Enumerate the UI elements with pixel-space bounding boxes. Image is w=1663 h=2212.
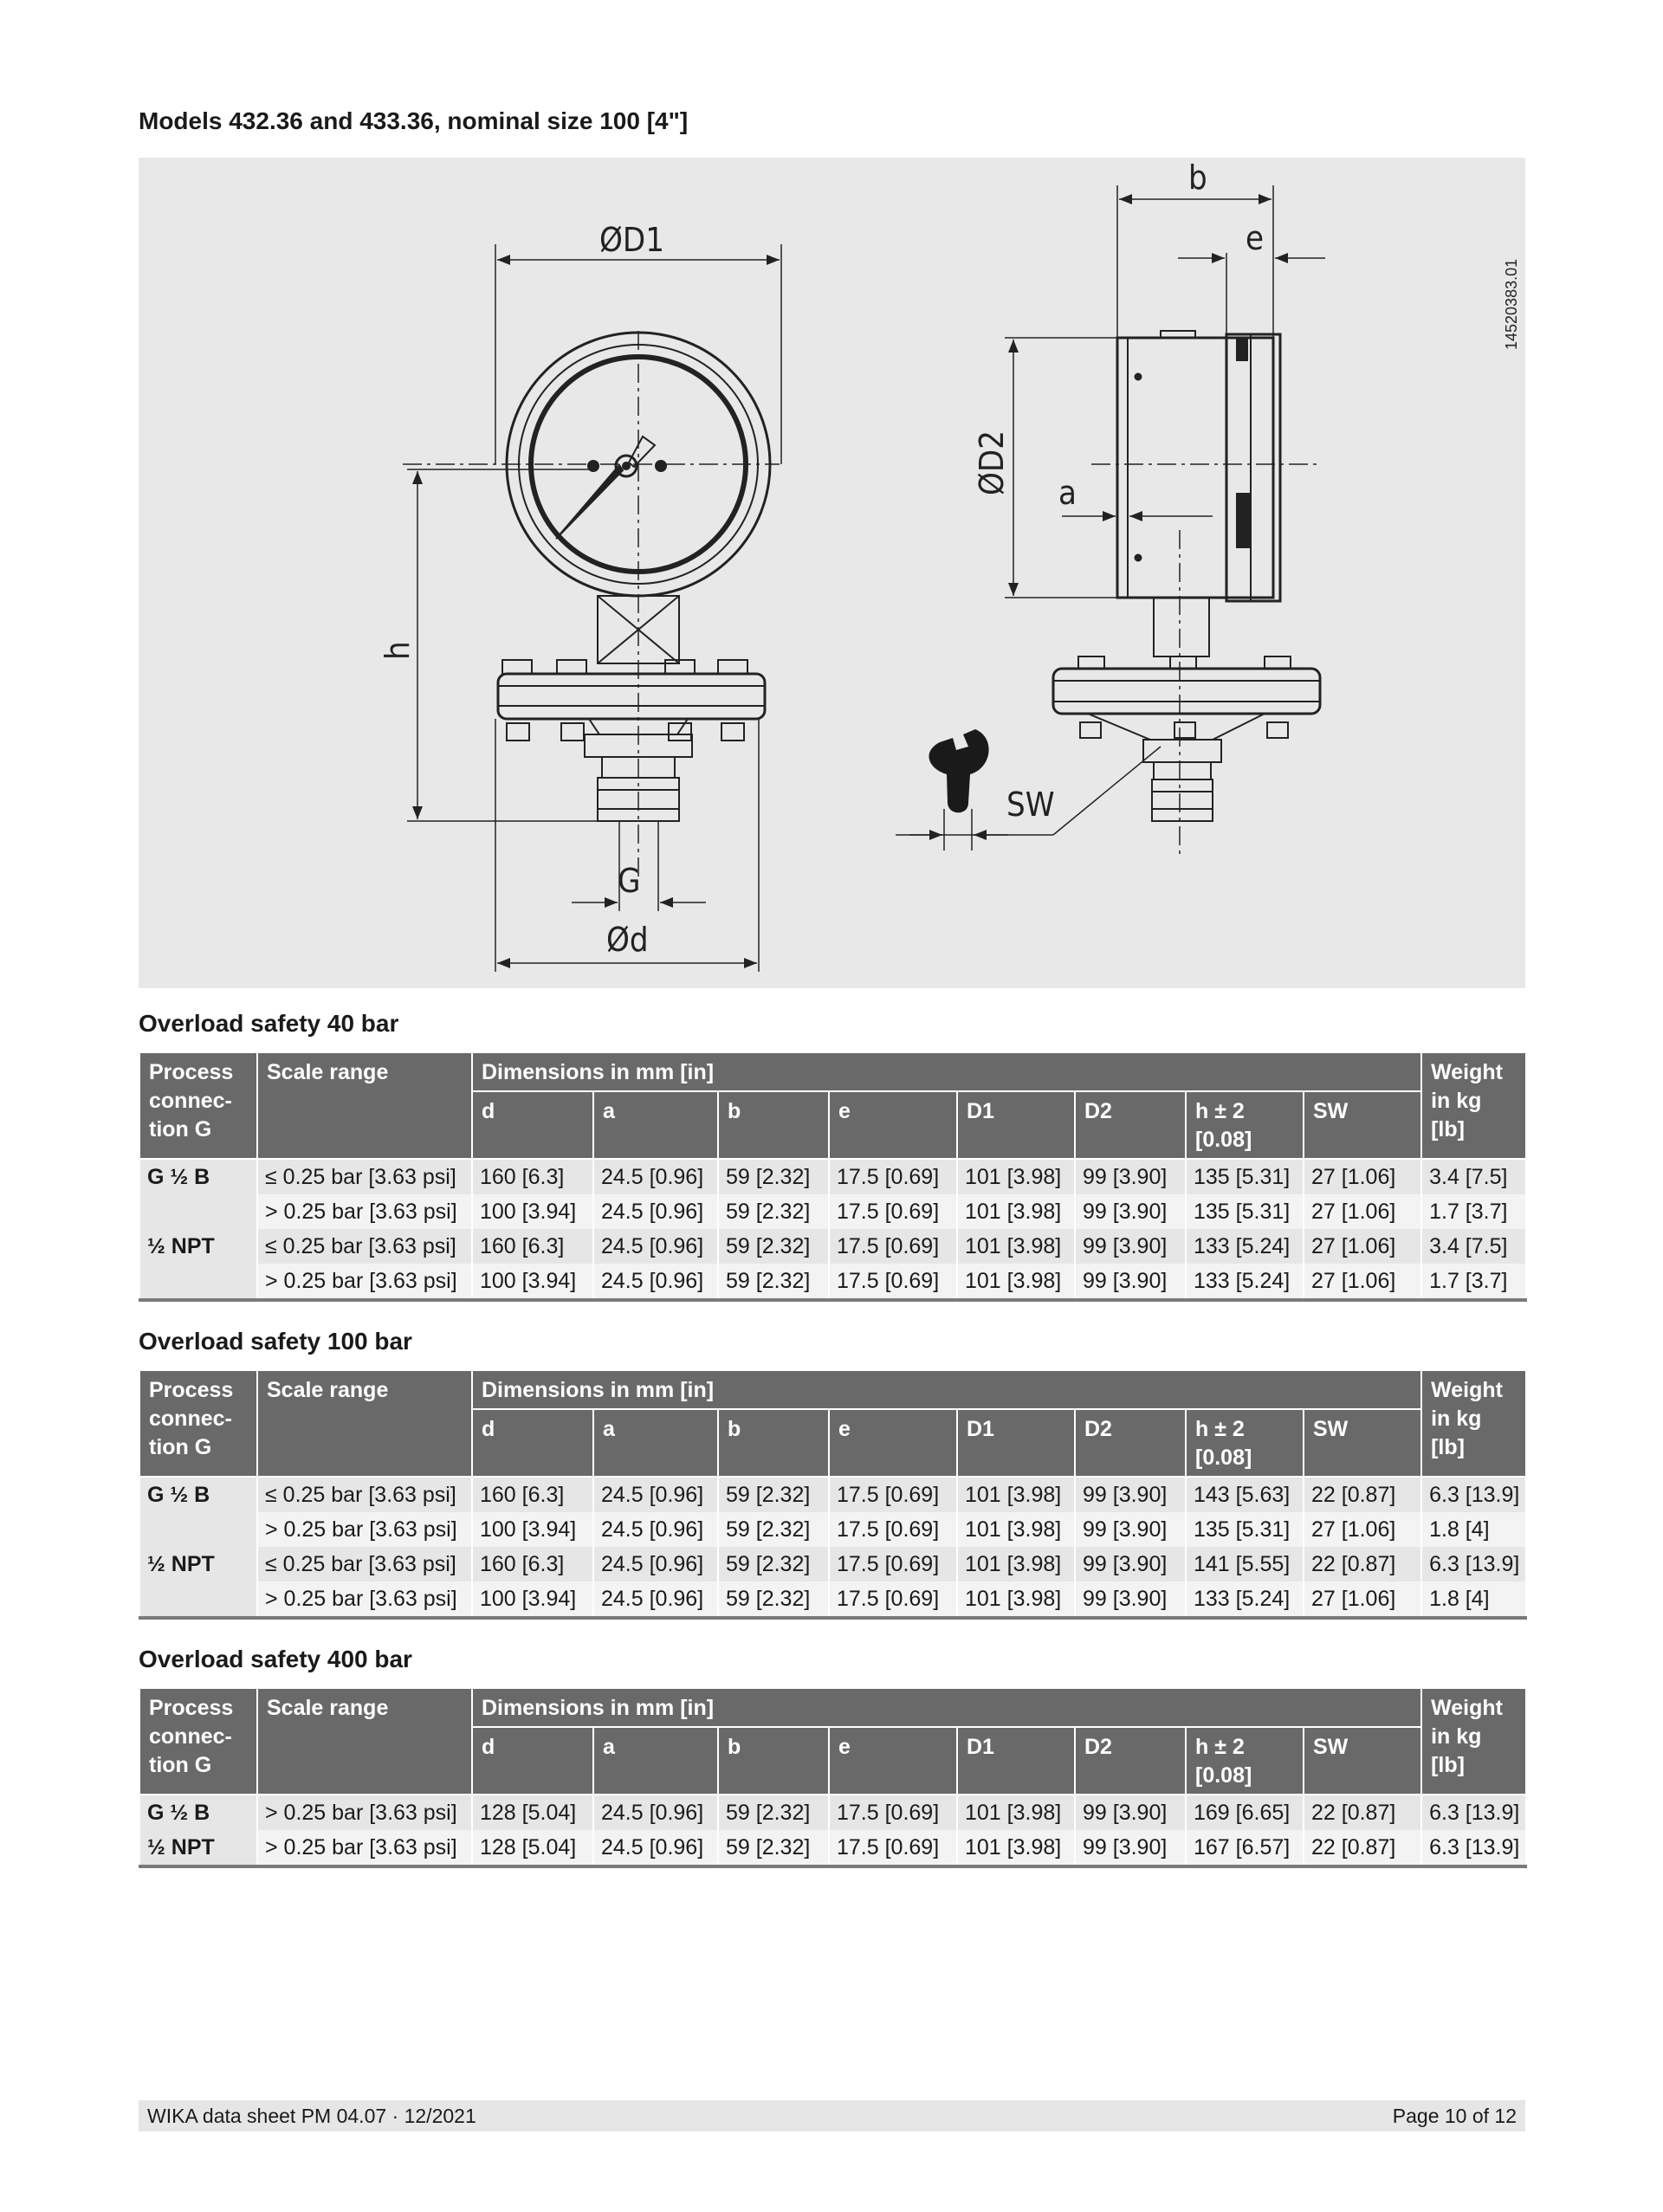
header-weight: Weight in kg [lb] (1421, 1370, 1526, 1477)
header-dimensions: Dimensions in mm [in] (472, 1688, 1421, 1727)
label-D1: ØD1 (599, 221, 664, 259)
table-cell: 59 [2.32] (718, 1477, 829, 1512)
table-cell: 100 [3.94] (472, 1264, 593, 1300)
table-cell: 27 [1.06] (1304, 1581, 1421, 1618)
table-cell: > 0.25 bar [3.63 psi] (257, 1830, 472, 1866)
table-title: Overload safety 100 bar (139, 1328, 412, 1355)
table-cell: 22 [0.87] (1304, 1547, 1421, 1581)
process-connection-cell: ½ NPT (139, 1229, 257, 1264)
header-sw: SW (1304, 1091, 1421, 1159)
table-cell: 101 [3.98] (957, 1264, 1075, 1300)
table-cell: 22 [0.87] (1304, 1477, 1421, 1512)
header-weight: Weight in kg [lb] (1421, 1688, 1526, 1795)
table-cell: 101 [3.98] (957, 1795, 1075, 1830)
table-cell: 160 [6.3] (472, 1547, 593, 1581)
header-process-connection: Process connec-tion G (139, 1370, 257, 1477)
table-cell: 99 [3.90] (1075, 1581, 1186, 1618)
table-cell: 133 [5.24] (1186, 1264, 1304, 1300)
table-cell: 27 [1.06] (1304, 1264, 1421, 1300)
table-cell: 17.5 [0.69] (829, 1194, 957, 1229)
table-cell: 135 [5.31] (1186, 1159, 1304, 1194)
header-process-connection: Process connec-tion G (139, 1052, 257, 1159)
process-connection-cell (139, 1264, 257, 1300)
table-cell: 169 [6.65] (1186, 1795, 1304, 1830)
table-cell: 167 [6.57] (1186, 1830, 1304, 1866)
table-cell: ≤ 0.25 bar [3.63 psi] (257, 1547, 472, 1581)
table-cell: 17.5 [0.69] (829, 1830, 957, 1866)
process-connection-cell (139, 1194, 257, 1229)
label-h: h (379, 641, 417, 660)
table-cell: 24.5 [0.96] (593, 1547, 718, 1581)
table-cell: 24.5 [0.96] (593, 1581, 718, 1618)
table-cell: 24.5 [0.96] (593, 1795, 718, 1830)
header-sw: SW (1304, 1727, 1421, 1795)
process-connection-cell: G ½ B (139, 1159, 257, 1194)
table-cell: 59 [2.32] (718, 1547, 829, 1581)
process-connection-cell: G ½ B (139, 1477, 257, 1512)
table-cell: 6.3 [13.9] (1421, 1795, 1526, 1830)
process-connection-cell (139, 1581, 257, 1618)
table-cell: 99 [3.90] (1075, 1229, 1186, 1264)
table-cell: 59 [2.32] (718, 1581, 829, 1618)
front-view (403, 244, 781, 972)
table-cell: 101 [3.98] (957, 1581, 1075, 1618)
header-d2: D2 (1075, 1409, 1186, 1477)
table-cell: 22 [0.87] (1304, 1795, 1421, 1830)
table-cell: 17.5 [0.69] (829, 1229, 957, 1264)
label-b: b (1188, 158, 1207, 197)
table-cell: 100 [3.94] (472, 1512, 593, 1547)
table-cell: 27 [1.06] (1304, 1159, 1421, 1194)
table-cell: ≤ 0.25 bar [3.63 psi] (257, 1229, 472, 1264)
table-cell: 24.5 [0.96] (593, 1194, 718, 1229)
table-cell: 100 [3.94] (472, 1581, 593, 1618)
table-cell: 99 [3.90] (1075, 1264, 1186, 1300)
header-h: h ± 2 [0.08] (1186, 1091, 1304, 1159)
page-title: Models 432.36 and 433.36, nominal size 100 [4"] (139, 107, 689, 134)
label-SW: SW (1006, 786, 1055, 824)
table-cell: 59 [2.32] (718, 1830, 829, 1866)
table-cell: 1.7 [3.7] (1421, 1194, 1526, 1229)
table-cell: 24.5 [0.96] (593, 1512, 718, 1547)
table-cell: 99 [3.90] (1075, 1795, 1186, 1830)
table-cell: 101 [3.98] (957, 1194, 1075, 1229)
table-cell: 160 [6.3] (472, 1159, 593, 1194)
header-e: e (829, 1409, 957, 1477)
table-cell: 59 [2.32] (718, 1229, 829, 1264)
drawing-id: 14520383.01 (1503, 258, 1520, 350)
header-h: h ± 2 [0.08] (1186, 1409, 1304, 1477)
table-cell: 143 [5.63] (1186, 1477, 1304, 1512)
table-cell: 24.5 [0.96] (593, 1830, 718, 1866)
table-row (139, 1477, 1526, 1512)
table-cell: 59 [2.32] (718, 1512, 829, 1547)
table-cell: 27 [1.06] (1304, 1512, 1421, 1547)
process-connection-cell (139, 1512, 257, 1547)
table-cell: 100 [3.94] (472, 1194, 593, 1229)
table-cell: 59 [2.32] (718, 1194, 829, 1229)
table-cell: 128 [5.04] (472, 1830, 593, 1866)
table-cell: 17.5 [0.69] (829, 1159, 957, 1194)
table-cell: 6.3 [13.9] (1421, 1830, 1526, 1866)
header-d: d (472, 1409, 593, 1477)
header-b: b (718, 1091, 829, 1159)
table-cell: ≤ 0.25 bar [3.63 psi] (257, 1477, 472, 1512)
label-e: e (1246, 219, 1265, 257)
table-cell: 133 [5.24] (1186, 1229, 1304, 1264)
table-cell: 6.3 [13.9] (1421, 1477, 1526, 1512)
table-cell: 99 [3.90] (1075, 1159, 1186, 1194)
header-d1: D1 (957, 1409, 1075, 1477)
table-cell: > 0.25 bar [3.63 psi] (257, 1512, 472, 1547)
table-cell: 24.5 [0.96] (593, 1229, 718, 1264)
table-cell: 101 [3.98] (957, 1830, 1075, 1866)
table-cell: 99 [3.90] (1075, 1830, 1186, 1866)
table-cell: > 0.25 bar [3.63 psi] (257, 1264, 472, 1300)
table-cell: 135 [5.31] (1186, 1512, 1304, 1547)
process-connection-cell: ½ NPT (139, 1830, 257, 1866)
table-cell: 59 [2.32] (718, 1159, 829, 1194)
table-cell: 99 [3.90] (1075, 1547, 1186, 1581)
header-d1: D1 (957, 1727, 1075, 1795)
header-d: d (472, 1727, 593, 1795)
table-cell: > 0.25 bar [3.63 psi] (257, 1194, 472, 1229)
table-title: Overload safety 40 bar (139, 1010, 399, 1037)
header-e: e (829, 1091, 957, 1159)
table-row (139, 1547, 1526, 1581)
table-cell: 101 [3.98] (957, 1547, 1075, 1581)
header-process-connection: Process connec-tion G (139, 1688, 257, 1795)
label-d: Ød (606, 921, 649, 959)
table-cell: 17.5 [0.69] (829, 1512, 957, 1547)
table-cell: 22 [0.87] (1304, 1830, 1421, 1866)
dimensions-table (139, 1369, 1527, 1620)
wrench-icon (929, 729, 989, 812)
table-row (139, 1795, 1526, 1830)
table-cell: 99 [3.90] (1075, 1477, 1186, 1512)
table-cell: 141 [5.55] (1186, 1547, 1304, 1581)
label-a: a (1058, 474, 1077, 512)
table-cell: 135 [5.31] (1186, 1194, 1304, 1229)
table-cell: 133 [5.24] (1186, 1581, 1304, 1618)
header-scale-range: Scale range (257, 1370, 472, 1477)
header-a: a (593, 1727, 718, 1795)
dimension-drawing (139, 158, 1525, 988)
table-cell: 101 [3.98] (957, 1159, 1075, 1194)
table-cell: 128 [5.04] (472, 1795, 593, 1830)
table-row (139, 1581, 1526, 1618)
footer-page-number: Page 10 of 12 (1392, 2105, 1517, 2127)
table-row (139, 1512, 1526, 1547)
header-scale-range: Scale range (257, 1688, 472, 1795)
table-cell: 99 [3.90] (1075, 1194, 1186, 1229)
table-cell: 160 [6.3] (472, 1477, 593, 1512)
process-connection-cell: G ½ B (139, 1795, 257, 1830)
header-d2: D2 (1075, 1727, 1186, 1795)
table-cell: 17.5 [0.69] (829, 1477, 957, 1512)
table-cell: 24.5 [0.96] (593, 1159, 718, 1194)
header-h: h ± 2 [0.08] (1186, 1727, 1304, 1795)
table-row (139, 1194, 1526, 1229)
table-cell: > 0.25 bar [3.63 psi] (257, 1581, 472, 1618)
header-a: a (593, 1091, 718, 1159)
dimensions-table (139, 1051, 1527, 1302)
table-cell: 27 [1.06] (1304, 1229, 1421, 1264)
header-sw: SW (1304, 1409, 1421, 1477)
table-cell: 1.8 [4] (1421, 1581, 1526, 1618)
table-cell: 160 [6.3] (472, 1229, 593, 1264)
header-a: a (593, 1409, 718, 1477)
table-cell: 17.5 [0.69] (829, 1547, 957, 1581)
header-dimensions: Dimensions in mm [in] (472, 1052, 1421, 1091)
label-D2: ØD2 (973, 430, 1011, 495)
header-dimensions: Dimensions in mm [in] (472, 1370, 1421, 1409)
header-b: b (718, 1409, 829, 1477)
footer (139, 2100, 1525, 2131)
table-cell: 17.5 [0.69] (829, 1581, 957, 1618)
table-cell: 101 [3.98] (957, 1477, 1075, 1512)
table-cell: 101 [3.98] (957, 1229, 1075, 1264)
header-b: b (718, 1727, 829, 1795)
table-title: Overload safety 400 bar (139, 1646, 412, 1672)
table-cell: 99 [3.90] (1075, 1512, 1186, 1547)
table-cell: 3.4 [7.5] (1421, 1159, 1526, 1194)
table-cell: 24.5 [0.96] (593, 1264, 718, 1300)
header-d1: D1 (957, 1091, 1075, 1159)
table-cell: 59 [2.32] (718, 1264, 829, 1300)
table-cell: 27 [1.06] (1304, 1194, 1421, 1229)
table-cell: > 0.25 bar [3.63 psi] (257, 1795, 472, 1830)
table-cell: 3.4 [7.5] (1421, 1229, 1526, 1264)
table-cell: 6.3 [13.9] (1421, 1547, 1526, 1581)
table-row (139, 1830, 1526, 1866)
header-d2: D2 (1075, 1091, 1186, 1159)
table-row (139, 1264, 1526, 1300)
table-cell: 59 [2.32] (718, 1795, 829, 1830)
header-scale-range: Scale range (257, 1052, 472, 1159)
process-connection-cell: ½ NPT (139, 1547, 257, 1581)
header-e: e (829, 1727, 957, 1795)
table-cell: ≤ 0.25 bar [3.63 psi] (257, 1159, 472, 1194)
table-cell: 1.7 [3.7] (1421, 1264, 1526, 1300)
table-row (139, 1229, 1526, 1264)
label-G: G (618, 862, 641, 900)
table-cell: 1.8 [4] (1421, 1512, 1526, 1547)
table-cell: 17.5 [0.69] (829, 1795, 957, 1830)
header-weight: Weight in kg [lb] (1421, 1052, 1526, 1159)
footer-doc-ref: WIKA data sheet PM 04.07 · 12/2021 (147, 2105, 476, 2127)
table-cell: 101 [3.98] (957, 1512, 1075, 1547)
table-row (139, 1159, 1526, 1194)
table-cell: 17.5 [0.69] (829, 1264, 957, 1300)
header-d: d (472, 1091, 593, 1159)
drawing-svg (139, 158, 1525, 988)
table-cell: 24.5 [0.96] (593, 1477, 718, 1512)
dimensions-table (139, 1687, 1527, 1868)
